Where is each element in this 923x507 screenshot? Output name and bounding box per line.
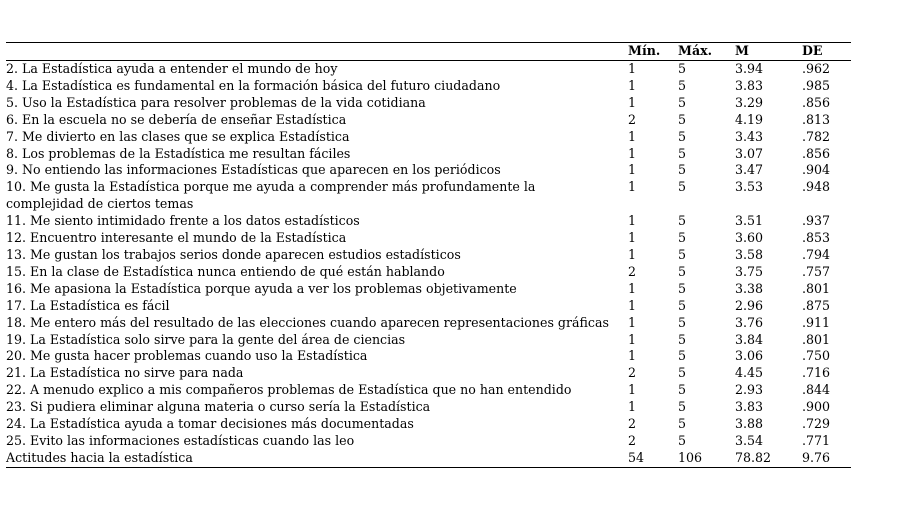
row-max-value: 5 xyxy=(678,365,687,381)
row-sd-value: .856 xyxy=(802,145,831,161)
row-sd-value: .750 xyxy=(802,348,831,364)
table-row xyxy=(6,298,851,315)
table-row xyxy=(6,95,851,112)
row-sd-value: .813 xyxy=(802,111,831,127)
row-sd-value: .875 xyxy=(802,297,831,313)
row-sd-value: .716 xyxy=(802,365,831,381)
row-max-value: 5 xyxy=(678,213,687,229)
row-mean-value: 3.43 xyxy=(735,128,764,144)
row-item-text: 18. Me entero más del resultado de las elecciones cuando aparecen representaciones gráficas xyxy=(6,314,609,330)
row-sd-value: .937 xyxy=(802,213,831,229)
row-item-text: 7. Me divierto en las clases que se explica Estadística xyxy=(6,128,350,144)
row-max-value: 5 xyxy=(678,128,687,144)
table-row xyxy=(6,179,851,213)
row-mean-value: 3.84 xyxy=(735,331,764,347)
row-item-text: 11. Me siento intimidado frente a los datos estadísticos xyxy=(6,213,360,229)
table-row xyxy=(6,230,851,247)
row-min-value: 1 xyxy=(628,331,637,347)
row-sd-value: .904 xyxy=(802,162,831,178)
table-row xyxy=(6,146,851,163)
row-mean-value: 3.54 xyxy=(735,432,764,448)
row-item-text: 4. La Estadística es fundamental en la formación básica del futuro ciudadano xyxy=(6,77,501,93)
table-row xyxy=(6,348,851,365)
row-sd-value: .948 xyxy=(802,179,831,195)
row-min-value: 54 xyxy=(620,450,678,467)
header-sd: DE xyxy=(799,43,851,61)
table-row xyxy=(6,61,851,78)
header-row xyxy=(6,43,851,61)
row-max-value: 5 xyxy=(678,77,687,93)
header-item xyxy=(6,43,620,61)
row-sd-value: .771 xyxy=(802,432,831,448)
row-min-value: 1 xyxy=(628,230,637,246)
row-min-value: 1 xyxy=(628,145,637,161)
row-sd-value: .729 xyxy=(802,416,831,432)
row-sd-value: .856 xyxy=(802,94,831,110)
table-row xyxy=(6,382,851,399)
row-item-text: 19. La Estadística solo sirve para la gente del área de ciencias xyxy=(6,331,406,347)
header-min: Mín. xyxy=(620,43,678,61)
row-sd-value: .794 xyxy=(802,246,831,262)
row-mean-value: 3.51 xyxy=(735,213,764,229)
row-min-value: 1 xyxy=(628,314,637,330)
row-sd-value: .962 xyxy=(802,61,831,76)
table-row xyxy=(6,332,851,349)
row-max-value: 5 xyxy=(678,348,687,364)
table-row xyxy=(6,365,851,382)
row-max-value: 5 xyxy=(678,416,687,432)
row-sd-value: .801 xyxy=(802,331,831,347)
header-mean: M xyxy=(735,43,799,61)
row-sd-value: .853 xyxy=(802,230,831,246)
row-max-value: 5 xyxy=(678,399,687,415)
table-row xyxy=(6,416,851,433)
row-max-value: 5 xyxy=(678,162,687,178)
row-min-value: 2 xyxy=(628,365,637,381)
row-min-value: 2 xyxy=(628,111,637,127)
row-min-value: 2 xyxy=(628,416,637,432)
row-min-value: 2 xyxy=(628,432,637,448)
table-row xyxy=(6,112,851,129)
row-item-text: 16. Me apasiona la Estadística porque ayuda a ver los problemas objetivamente xyxy=(6,280,517,296)
row-mean-value: 2.93 xyxy=(735,382,764,398)
row-mean-value: 3.76 xyxy=(735,314,764,330)
row-min-value: 1 xyxy=(628,61,637,76)
row-item-text: 8. Los problemas de la Estadística me resultan fáciles xyxy=(6,145,351,161)
table-body xyxy=(6,61,851,468)
table-row xyxy=(6,213,851,230)
table-row xyxy=(6,247,851,264)
row-max-value: 5 xyxy=(678,111,687,127)
row-max-value: 5 xyxy=(678,94,687,110)
row-min-value: 1 xyxy=(628,162,637,178)
row-mean-value: 2.96 xyxy=(735,297,764,313)
row-sd-value: .844 xyxy=(802,382,831,398)
row-sd-value: .757 xyxy=(802,263,831,279)
table-row xyxy=(6,281,851,298)
row-item-text: 25. Evito las informaciones estadísticas cuando las leo xyxy=(6,432,355,448)
row-item-text: 10. Me gusta la Estadística porque me ayuda a comprender más profundamente la complejidad de ciertos temas xyxy=(6,179,536,212)
row-item-text: 21. La Estadística no sirve para nada xyxy=(6,365,244,381)
row-sd-value: .985 xyxy=(802,77,831,93)
row-max-value: 5 xyxy=(678,280,687,296)
row-mean-value: 4.19 xyxy=(735,111,764,127)
row-min-value: 1 xyxy=(628,382,637,398)
row-min-value: 1 xyxy=(628,297,637,313)
row-item-text: 15. En la clase de Estadística nunca entiendo de qué están hablando xyxy=(6,263,445,279)
row-mean-value: 78.82 xyxy=(735,450,799,467)
row-item-text: 13. Me gustan los trabajos serios donde aparecen estudios estadísticos xyxy=(6,246,461,262)
row-sd-value: .801 xyxy=(802,280,831,296)
row-min-value: 1 xyxy=(628,280,637,296)
row-mean-value: 3.60 xyxy=(735,230,764,246)
row-min-value: 1 xyxy=(628,348,637,364)
row-max-value: 5 xyxy=(678,246,687,262)
row-mean-value: 3.83 xyxy=(735,399,764,415)
row-max-value: 5 xyxy=(678,331,687,347)
row-sd-value: .782 xyxy=(802,128,831,144)
row-min-value: 1 xyxy=(628,128,637,144)
table-row xyxy=(6,162,851,179)
row-min-value: 1 xyxy=(628,213,637,229)
row-mean-value: 3.53 xyxy=(735,179,764,195)
row-max-value: 5 xyxy=(678,179,687,195)
header-max: Máx. xyxy=(678,43,735,61)
table-row xyxy=(6,78,851,95)
row-max-value: 106 xyxy=(678,450,735,467)
row-mean-value: 3.94 xyxy=(735,61,764,76)
row-mean-value: 3.38 xyxy=(735,280,764,296)
row-mean-value: 3.07 xyxy=(735,145,764,161)
row-mean-value: 3.88 xyxy=(735,416,764,432)
row-mean-value: 3.47 xyxy=(735,162,764,178)
table-row xyxy=(6,450,851,467)
row-mean-value: 3.06 xyxy=(735,348,764,364)
table-row xyxy=(6,399,851,416)
row-item-text: 20. Me gusta hacer problemas cuando uso la Estadística xyxy=(6,348,368,364)
row-mean-value: 4.45 xyxy=(735,365,764,381)
table-row xyxy=(6,315,851,332)
row-item-text: 23. Si pudiera eliminar alguna materia o curso sería la Estadística xyxy=(6,399,431,415)
row-max-value: 5 xyxy=(678,230,687,246)
row-min-value: 1 xyxy=(628,179,637,195)
row-min-value: 1 xyxy=(628,77,637,93)
row-min-value: 1 xyxy=(628,399,637,415)
row-max-value: 5 xyxy=(678,314,687,330)
row-item-text: 6. En la escuela no se debería de enseñar Estadística xyxy=(6,111,347,127)
row-mean-value: 3.58 xyxy=(735,246,764,262)
row-mean-value: 3.29 xyxy=(735,94,764,110)
row-max-value: 5 xyxy=(678,61,687,76)
row-mean-value: 3.75 xyxy=(735,263,764,279)
row-max-value: 5 xyxy=(678,145,687,161)
statistics-attitudes-table xyxy=(6,42,851,468)
row-sd-value: .900 xyxy=(802,399,831,415)
row-max-value: 5 xyxy=(678,432,687,448)
table-header xyxy=(6,43,851,61)
row-item-text: 2. La Estadística ayuda a entender el mundo de hoy xyxy=(6,61,338,76)
table-row xyxy=(6,433,851,450)
row-item-text: 9. No entiendo las informaciones Estadísticas que aparecen en los periódicos xyxy=(6,162,501,178)
row-item-text: 17. La Estadística es fácil xyxy=(6,297,170,313)
row-min-value: 2 xyxy=(628,263,637,279)
row-max-value: 5 xyxy=(678,382,687,398)
row-max-value: 5 xyxy=(678,297,687,313)
table-row xyxy=(6,264,851,281)
row-sd-value: .911 xyxy=(802,314,831,330)
row-mean-value: 3.83 xyxy=(735,77,764,93)
row-item-text: Actitudes hacia la estadística xyxy=(6,450,620,467)
row-item-text: 5. Uso la Estadística para resolver problemas de la vida cotidiana xyxy=(6,94,426,110)
row-item-text: 12. Encuentro interesante el mundo de la Estadística xyxy=(6,230,347,246)
row-sd-value: 9.76 xyxy=(799,450,851,467)
table-row xyxy=(6,129,851,146)
row-min-value: 1 xyxy=(628,246,637,262)
row-item-text: 22. A menudo explico a mis compañeros problemas de Estadística que no han entendido xyxy=(6,382,572,398)
row-min-value: 1 xyxy=(628,94,637,110)
statistics-attitudes-table-container xyxy=(6,42,851,468)
row-item-text: 24. La Estadística ayuda a tomar decisiones más documentadas xyxy=(6,416,414,432)
row-max-value: 5 xyxy=(678,263,687,279)
